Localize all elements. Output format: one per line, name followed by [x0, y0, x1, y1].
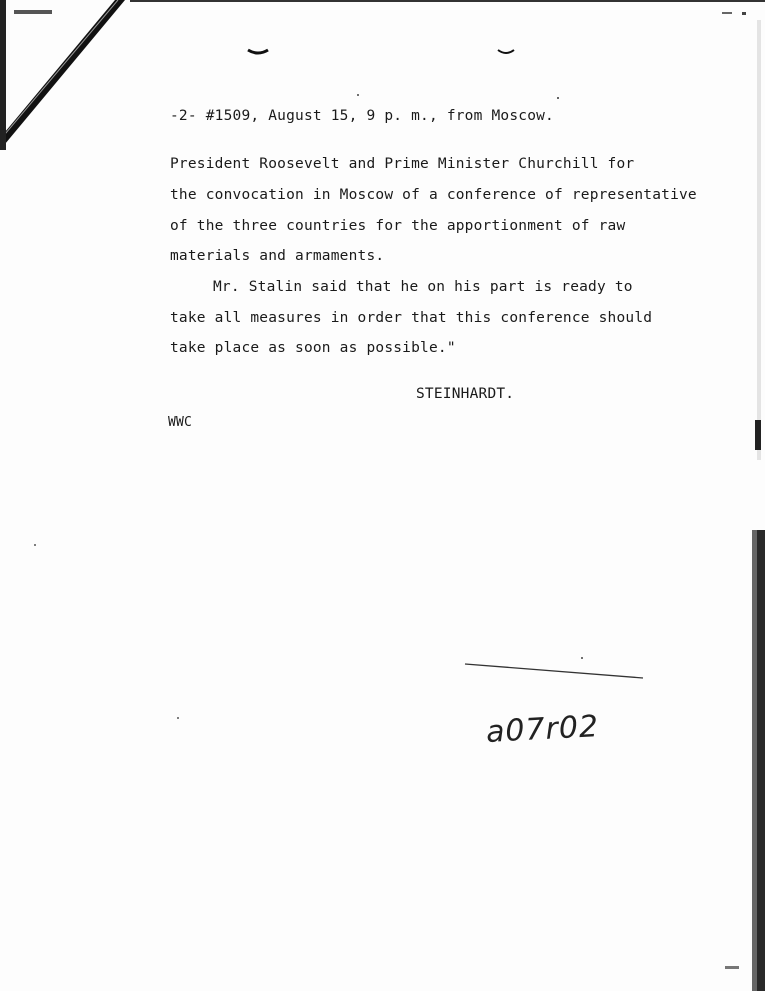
paragraph-line: Mr. Stalin said that he on his part is ready to — [213, 279, 633, 295]
handwritten-note: a07r02 — [485, 709, 600, 750]
paragraph-line: take all measures in order that this conference should — [170, 310, 653, 326]
typist-initials: WWC — [168, 415, 193, 430]
paragraph-line: President Roosevelt and Prime Minister Churchill for — [170, 156, 635, 172]
paragraph-line: materials and armaments. — [170, 248, 385, 264]
paragraph-line: the convocation in Moscow of a conference of representative — [170, 187, 697, 203]
paragraph-line: of the three countries for the apportionment of raw — [170, 218, 626, 234]
document-header: -2- #1509, August 15, 9 p. m., from Moscow. — [170, 108, 554, 124]
signature: STEINHARDT. — [416, 386, 515, 402]
paragraph-line: take place as soon as possible." — [170, 340, 456, 356]
folded-corner — [0, 0, 115, 138]
